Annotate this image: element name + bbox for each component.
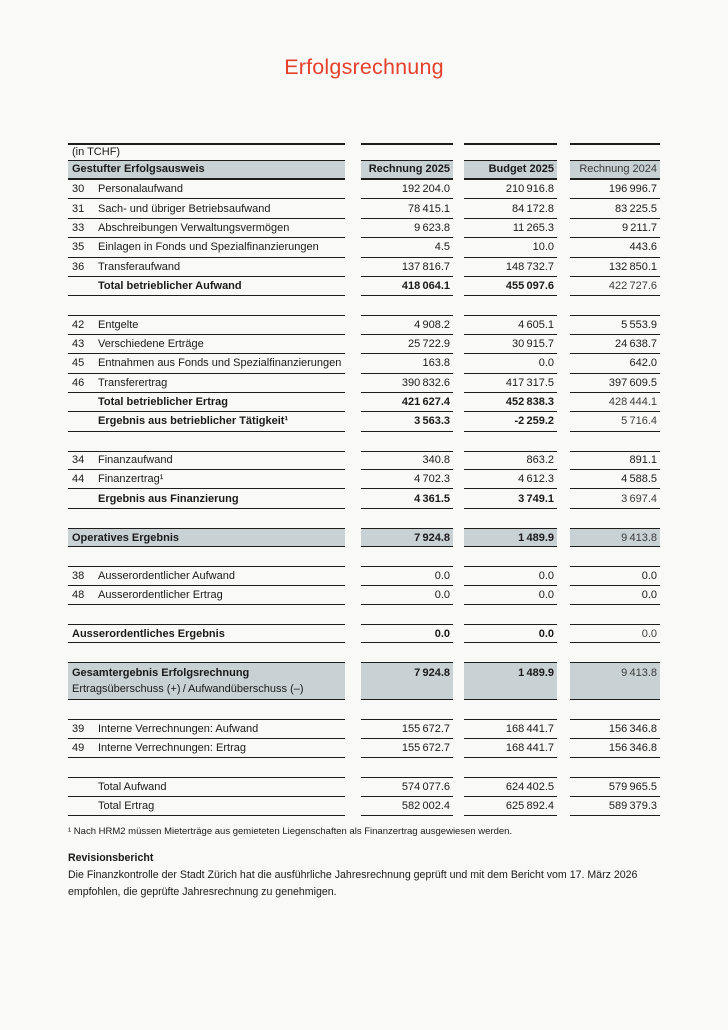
value-cell: 5 716.4 — [570, 412, 660, 431]
column-gap — [345, 393, 361, 412]
column-gap — [453, 199, 464, 218]
column-gap — [557, 528, 570, 547]
row-label: Personalaufwand — [98, 183, 184, 196]
value-cell: 443.6 — [570, 238, 660, 257]
value-cell: 84 172.8 — [464, 199, 557, 218]
value-cell: 4 612.3 — [464, 470, 557, 489]
row-label: Interne Verrechnungen: Aufwand — [98, 723, 259, 736]
row-label-cell — [68, 451, 345, 470]
value-cell: 4 702.3 — [361, 470, 453, 489]
table-row — [68, 528, 660, 547]
table-row-49 — [68, 739, 660, 758]
column-gap — [453, 719, 464, 738]
column-gap — [453, 739, 464, 758]
value-cell: 155 672.7 — [361, 719, 453, 738]
row-label: Entgelte — [98, 318, 139, 331]
row-label-cell — [68, 161, 345, 180]
column-gap — [345, 354, 361, 373]
revision-body: Die Finanzkontrolle der Stadt Zürich hat die ausführliche Jahresrechnung geprüft und mit dem Bericht vom 17. März 2026 empfohlen, die geprüfte Jahresrechnung zu genehmigen. — [68, 869, 638, 898]
row-label: Gestufter Erfolgsausweis — [72, 163, 205, 176]
row-label-cell — [68, 719, 345, 738]
column-gap — [345, 277, 361, 296]
column-gap — [345, 451, 361, 470]
column-gap — [345, 180, 361, 199]
page-title: Erfolgsrechnung — [284, 55, 444, 79]
column-gap — [557, 180, 570, 199]
value-cell: 891.1 — [570, 451, 660, 470]
column-gap — [453, 489, 464, 508]
column-gap — [453, 393, 464, 412]
column-gap — [345, 143, 361, 161]
value-cell: 397 609.5 — [570, 374, 660, 393]
value-cell: 0.0 — [464, 624, 557, 643]
column-gap — [557, 412, 570, 431]
value-cell — [361, 143, 453, 161]
value-cell: 9 413.8 — [570, 662, 660, 700]
row-label-cell — [68, 238, 345, 257]
value-cell: 9 211.7 — [570, 219, 660, 238]
row-label: (in TCHF) — [72, 146, 121, 159]
row-number: 43 — [72, 337, 85, 350]
table-row — [68, 777, 660, 796]
row-label-cell — [68, 219, 345, 238]
table-row — [68, 412, 660, 431]
value-cell: 78 415.1 — [361, 199, 453, 218]
row-label-cell — [68, 335, 345, 354]
row-label: Ausserordentliches Ergebnis — [72, 627, 225, 640]
table-spacer — [68, 432, 660, 451]
footnote: ¹ Nach HRM2 müssen Mieterträge aus gemieteten Liegenschaften als Finanzertrag ausgewiesen werden. — [68, 826, 513, 837]
table-row-33 — [68, 219, 660, 238]
column-gap — [453, 797, 464, 816]
column-gap — [453, 238, 464, 257]
value-cell: 0.0 — [570, 566, 660, 585]
value-cell: 390 832.6 — [361, 374, 453, 393]
table-row — [68, 393, 660, 412]
row-number: 42 — [72, 318, 85, 331]
column-gap — [557, 161, 570, 180]
value-cell: 625 892.4 — [464, 797, 557, 816]
column-gap — [557, 258, 570, 277]
row-label-cell — [68, 393, 345, 412]
value-cell: 1 489.9 — [464, 662, 557, 700]
value-cell: 9 413.8 — [570, 528, 660, 547]
table-spacer — [68, 509, 660, 528]
column-gap — [345, 489, 361, 508]
row-number: 38 — [72, 569, 85, 582]
row-label-cell — [68, 374, 345, 393]
table-row — [68, 662, 660, 700]
value-cell: 168 441.7 — [464, 719, 557, 738]
value-cell: 582 002.4 — [361, 797, 453, 816]
row-label: Ausserordentlicher Aufwand — [98, 569, 235, 582]
column-gap — [453, 335, 464, 354]
column-gap — [345, 335, 361, 354]
value-cell: 422 727.6 — [570, 277, 660, 296]
row-label: Entnahmen aus Fonds und Spezialfinanzierungen — [98, 357, 342, 370]
table-spacer — [68, 547, 660, 566]
row-number: 48 — [72, 588, 85, 601]
row-label: Total betrieblicher Ertrag — [98, 396, 228, 409]
row-label: Transferaufwand — [98, 260, 181, 273]
value-cell: 1 489.9 — [464, 528, 557, 547]
row-label-cell — [68, 739, 345, 758]
column-gap — [453, 354, 464, 373]
row-label-cell — [68, 528, 345, 547]
row-label: Ergebnis aus betrieblicher Tätigkeit¹ — [98, 415, 289, 428]
value-cell: 0.0 — [361, 566, 453, 585]
row-label-cell — [68, 470, 345, 489]
row-label: Transferertrag — [98, 376, 168, 389]
value-cell: 163.8 — [361, 354, 453, 373]
column-gap — [453, 143, 464, 161]
table-row — [68, 797, 660, 816]
row-number: 36 — [72, 260, 85, 273]
column-gap — [557, 777, 570, 796]
column-gap — [453, 777, 464, 796]
value-cell: 3 697.4 — [570, 489, 660, 508]
row-label-cell — [68, 277, 345, 296]
column-gap — [345, 624, 361, 643]
column-gap — [557, 470, 570, 489]
value-cell: 4 588.5 — [570, 470, 660, 489]
column-gap — [557, 393, 570, 412]
column-gap — [345, 797, 361, 816]
column-gap — [453, 412, 464, 431]
table-row-39 — [68, 719, 660, 738]
table-row — [68, 489, 660, 508]
row-number: 39 — [72, 723, 85, 736]
column-gap — [557, 566, 570, 585]
table-row — [68, 624, 660, 643]
column-gap — [557, 199, 570, 218]
value-cell: 417 317.5 — [464, 374, 557, 393]
value-cell: 0.0 — [464, 354, 557, 373]
value-cell: 156 346.8 — [570, 739, 660, 758]
value-cell: 3 563.3 — [361, 412, 453, 431]
column-gap — [557, 739, 570, 758]
column-gap — [557, 624, 570, 643]
value-cell: 0.0 — [570, 624, 660, 643]
value-cell — [570, 143, 660, 161]
table-row-44 — [68, 470, 660, 489]
column-gap — [453, 180, 464, 199]
value-cell: 4 908.2 — [361, 315, 453, 334]
value-cell: 642.0 — [570, 354, 660, 373]
table-row-38 — [68, 566, 660, 585]
value-cell: 579 965.5 — [570, 777, 660, 796]
value-cell: 0.0 — [464, 566, 557, 585]
row-number: 33 — [72, 221, 85, 234]
column-gap — [453, 470, 464, 489]
column-gap — [557, 335, 570, 354]
value-cell: 24 638.7 — [570, 335, 660, 354]
column-gap — [345, 470, 361, 489]
table-spacer — [68, 700, 660, 719]
column-gap — [557, 219, 570, 238]
column-gap — [453, 624, 464, 643]
value-cell: 25 722.9 — [361, 335, 453, 354]
table-spacer — [68, 758, 660, 777]
row-label: Finanzertrag¹ — [98, 473, 164, 486]
value-cell: 589 379.3 — [570, 797, 660, 816]
table-row-31 — [68, 199, 660, 218]
value-cell: 9 623.8 — [361, 219, 453, 238]
row-label: Abschreibungen Verwaltungsvermögen — [98, 221, 290, 234]
value-cell: 624 402.5 — [464, 777, 557, 796]
value-cell: 155 672.7 — [361, 739, 453, 758]
value-cell: 192 204.0 — [361, 180, 453, 199]
row-label-cell — [68, 143, 345, 161]
column-gap — [453, 451, 464, 470]
value-cell: 156 346.8 — [570, 719, 660, 738]
value-cell: 210 916.8 — [464, 180, 557, 199]
row-label: Ausserordentlicher Ertrag — [98, 588, 223, 601]
column-gap — [345, 374, 361, 393]
erfolgsrechnung-table — [68, 143, 660, 816]
row-number: 31 — [72, 202, 85, 215]
row-sublabel: Ertragsüberschuss (+) / Aufwandüberschuss (–) — [72, 683, 304, 696]
table-spacer — [68, 643, 660, 662]
column-gap — [557, 489, 570, 508]
column-gap — [557, 451, 570, 470]
column-gap — [345, 161, 361, 180]
value-cell: 7 924.8 — [361, 662, 453, 700]
column-gap — [345, 566, 361, 585]
column-gap — [453, 161, 464, 180]
column-gap — [557, 797, 570, 816]
column-gap — [453, 586, 464, 605]
value-cell: 4 361.5 — [361, 489, 453, 508]
column-gap — [557, 354, 570, 373]
row-label-cell — [68, 199, 345, 218]
value-cell: 574 077.6 — [361, 777, 453, 796]
row-label-cell — [68, 180, 345, 199]
table-spacer — [68, 296, 660, 315]
row-number: 35 — [72, 241, 85, 254]
column-gap — [453, 566, 464, 585]
column-gap — [453, 277, 464, 296]
column-gap — [345, 258, 361, 277]
value-cell: 428 444.1 — [570, 393, 660, 412]
column-gap — [345, 219, 361, 238]
table-row-43 — [68, 335, 660, 354]
value-cell: 132 850.1 — [570, 258, 660, 277]
row-label-cell — [68, 586, 345, 605]
row-label: Finanzaufwand — [98, 454, 173, 467]
value-cell: 863.2 — [464, 451, 557, 470]
column-gap — [453, 219, 464, 238]
column-gap — [453, 528, 464, 547]
row-number: 45 — [72, 357, 85, 370]
column-gap — [557, 315, 570, 334]
row-label: Verschiedene Erträge — [98, 337, 204, 350]
value-cell: 0.0 — [361, 586, 453, 605]
row-label-cell — [68, 354, 345, 373]
column-gap — [557, 586, 570, 605]
value-cell: Rechnung 2025 — [361, 161, 453, 180]
table-row-30 — [68, 180, 660, 199]
value-cell: 0.0 — [361, 624, 453, 643]
value-cell: 418 064.1 — [361, 277, 453, 296]
row-label-cell — [68, 566, 345, 585]
row-number: 46 — [72, 376, 85, 389]
row-label-cell — [68, 489, 345, 508]
table-row-36 — [68, 258, 660, 277]
value-cell: 168 441.7 — [464, 739, 557, 758]
table-row — [68, 161, 660, 180]
table-row-45 — [68, 354, 660, 373]
row-label: Total Ertrag — [98, 799, 155, 812]
table-row-48 — [68, 586, 660, 605]
row-label-cell — [68, 662, 345, 700]
row-label: Total Aufwand — [98, 780, 167, 793]
table-row — [68, 277, 660, 296]
revision-heading: Revisionsbericht — [68, 852, 154, 864]
column-gap — [557, 374, 570, 393]
table-row-34 — [68, 451, 660, 470]
column-gap — [453, 374, 464, 393]
value-cell: 0.0 — [464, 586, 557, 605]
row-number: 49 — [72, 741, 85, 754]
row-number: 30 — [72, 183, 85, 196]
value-cell: 3 749.1 — [464, 489, 557, 508]
table-row-42 — [68, 315, 660, 334]
column-gap — [557, 238, 570, 257]
row-number: 34 — [72, 454, 85, 467]
value-cell: 452 838.3 — [464, 393, 557, 412]
value-cell: 148 732.7 — [464, 258, 557, 277]
row-label-cell — [68, 777, 345, 796]
row-label: Gesamtergebnis Erfolgsrechnung — [72, 667, 250, 680]
column-gap — [557, 143, 570, 161]
revision-section — [68, 852, 664, 900]
value-cell: 455 097.6 — [464, 277, 557, 296]
value-cell: 137 816.7 — [361, 258, 453, 277]
row-label: Interne Verrechnungen: Ertrag — [98, 741, 246, 754]
column-gap — [557, 719, 570, 738]
table-row-46 — [68, 374, 660, 393]
column-gap — [453, 258, 464, 277]
value-cell: 5 553.9 — [570, 315, 660, 334]
value-cell: 421 627.4 — [361, 393, 453, 412]
row-label: Operatives Ergebnis — [72, 531, 179, 544]
row-label: Ergebnis aus Finanzierung — [98, 492, 239, 505]
row-label-cell — [68, 258, 345, 277]
column-gap — [557, 277, 570, 296]
value-cell: 0.0 — [570, 586, 660, 605]
column-gap — [345, 777, 361, 796]
value-cell — [464, 143, 557, 161]
value-cell: 10.0 — [464, 238, 557, 257]
row-number: 44 — [72, 473, 85, 486]
column-gap — [345, 238, 361, 257]
row-label-cell — [68, 315, 345, 334]
value-cell: 30 915.7 — [464, 335, 557, 354]
value-cell: Rechnung 2024 — [570, 161, 660, 180]
row-label: Sach- und übriger Betriebsaufwand — [98, 202, 271, 215]
column-gap — [557, 662, 570, 700]
column-gap — [453, 315, 464, 334]
row-label-cell — [68, 412, 345, 431]
row-label-cell — [68, 797, 345, 816]
row-label: Total betrieblicher Aufwand — [98, 280, 242, 293]
column-gap — [345, 528, 361, 547]
column-gap — [453, 662, 464, 700]
column-gap — [345, 412, 361, 431]
value-cell: 83 225.5 — [570, 199, 660, 218]
value-cell: Budget 2025 — [464, 161, 557, 180]
value-cell: 196 996.7 — [570, 180, 660, 199]
value-cell: 7 924.8 — [361, 528, 453, 547]
value-cell: 4 605.1 — [464, 315, 557, 334]
table-row — [68, 143, 660, 161]
column-gap — [345, 739, 361, 758]
row-label: Einlagen in Fonds und Spezialfinanzierungen — [98, 241, 319, 254]
value-cell: 11 265.3 — [464, 219, 557, 238]
value-cell: 340.8 — [361, 451, 453, 470]
column-gap — [345, 315, 361, 334]
column-gap — [345, 586, 361, 605]
column-gap — [345, 662, 361, 700]
column-gap — [345, 199, 361, 218]
row-label-lines — [68, 663, 304, 697]
table-row-35 — [68, 238, 660, 257]
table-spacer — [68, 605, 660, 624]
value-cell: 4.5 — [361, 238, 453, 257]
value-cell: -2 259.2 — [464, 412, 557, 431]
column-gap — [345, 719, 361, 738]
row-label-cell — [68, 624, 345, 643]
